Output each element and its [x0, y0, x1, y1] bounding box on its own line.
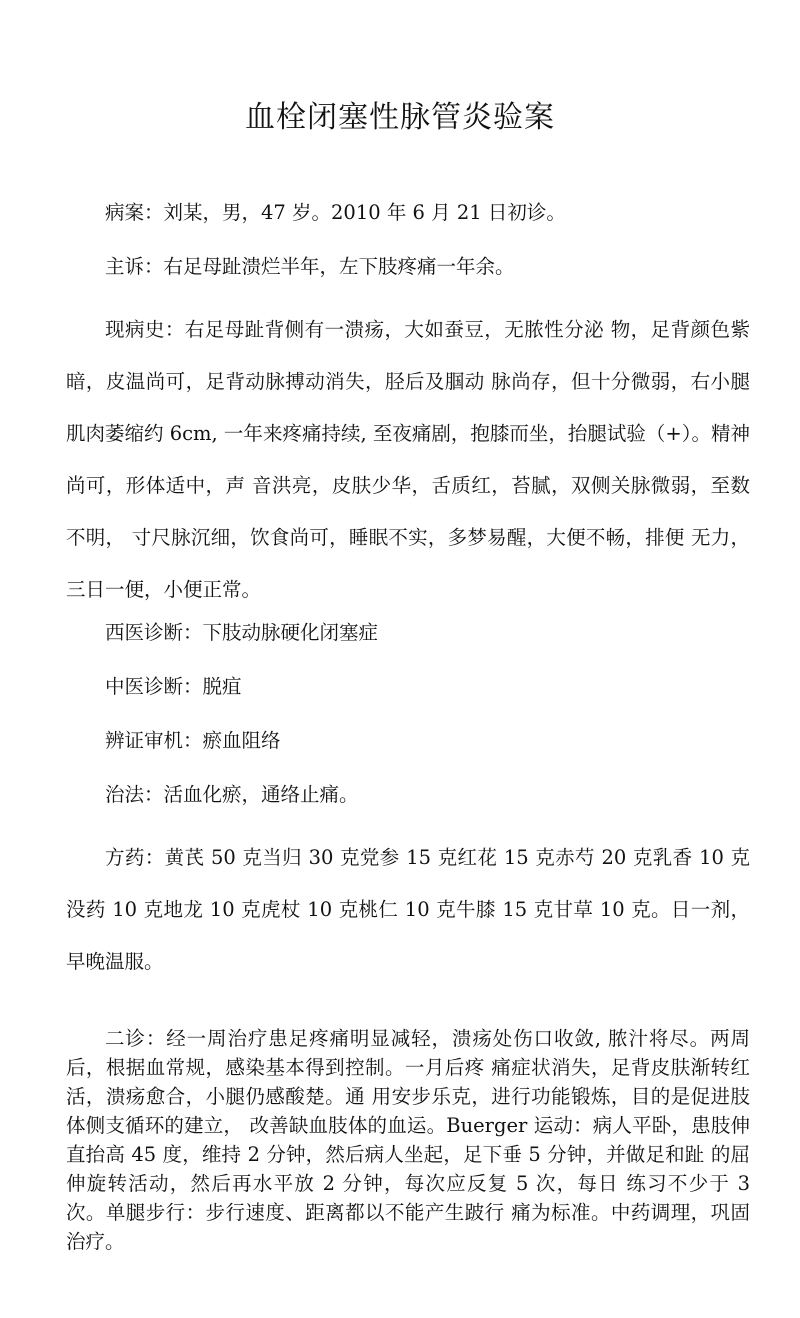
- treatment-method-paragraph: 治法：活血化瘀，通络止痛。: [105, 783, 359, 806]
- second-visit-paragraph: 二诊：经一周治疗患足疼痛明显减轻，溃疡处伤口收敛, 脓汁将尽。两周后，根据血常规，感染基本得到控制。一月后疼 痛症状消失，足背皮肤渐转红活，溃疡愈合，小腿仍感酸楚。通 用安步乐克，进行功能锻炼，目的是促进肢体侧支循环的建立， 改善缺血肢体的血运。Buerger 运动：病人平卧，患肢伸直抬高 45 度，维持 2 分钟，然后病人坐起，足下垂 5 分钟，并做足和趾 的屈伸旋转活动，然后再水平放 2 分钟，每次应反复 5 次，每日 练习不少于 3 次。单腿步行：步行速度、距离都以不能产生跛行 痛为标准。中药调理，巩固治疗。: [66, 1027, 750, 1253]
- document-body: [66, 196, 750, 1276]
- western-diagnosis-paragraph: 西医诊断：下肢动脉硬化闭塞症: [105, 621, 379, 644]
- pattern-differentiation-paragraph: 辨证审机：瘀血阻络: [105, 729, 281, 752]
- present-illness-paragraph: 现病史：右足母趾背侧有一溃疡，大如蚕豆，无脓性分泌 物，足背颜色紫暗，皮温尚可，足背动脉搏动消失，胫后及腘动 脉尚存，但十分微弱，右小腿肌肉萎缩约 6cm, 一年来疼痛持续, 至夜痛剧，抱膝而坐，抬腿试验（+）。精神尚可，形体适中，声 音洪亮，皮肤少华，舌质红，苔腻，双侧关脉微弱，至数不明， 寸尺脉沉细，饮食尚可，睡眠不实，多梦易醒，大便不畅，排便 无力，三日一便，小便正常。: [66, 318, 750, 601]
- chief-complaint-paragraph: 主诉：右足母趾溃烂半年，左下肢疼痛一年余。: [105, 255, 515, 278]
- tcm-diagnosis-paragraph: 中医诊断：脱疽: [105, 675, 242, 698]
- case-info-paragraph: 病案：刘某，男，47 岁。2010 年 6 月 21 日初诊。: [105, 201, 566, 224]
- document-title: 血栓闭塞性脉管炎验案: [245, 100, 555, 135]
- prescription-paragraph: 方药：黄芪 50 克当归 30 克党参 15 克红花 15 克赤芍 20 克乳香 10 克没药 10 克地龙 10 克虎杖 10 克桃仁 10 克牛膝 15 克甘草 10 克。日一剂，早晚温服。: [66, 846, 750, 973]
